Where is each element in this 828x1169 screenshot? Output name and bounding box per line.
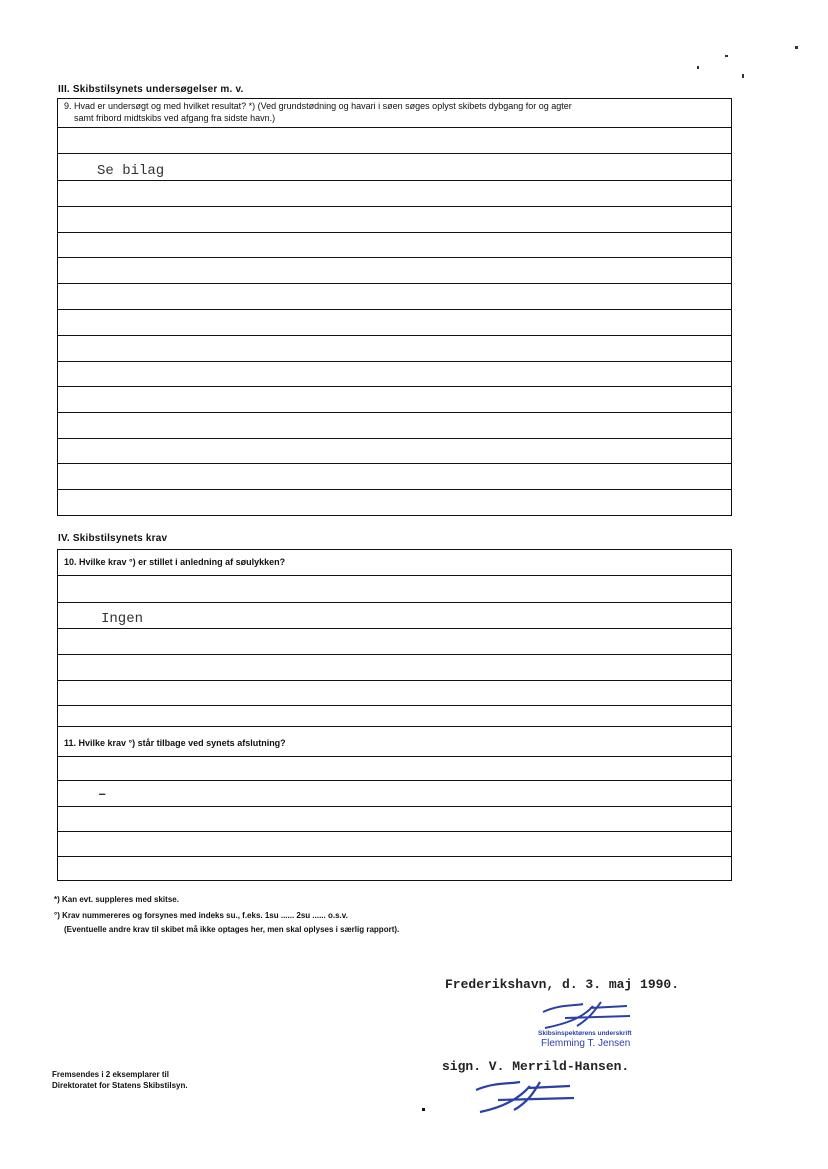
- ruled-line: [57, 361, 732, 362]
- ruled-line: [57, 856, 732, 857]
- question-10-text: 10. Hvilke krav °) er stillet i anledning af søulykken?: [64, 557, 286, 567]
- forwarding-line-1: Fremsendes i 2 eksemplarer til: [52, 1070, 169, 1079]
- stamp-name: Flemming T. Jensen: [541, 1038, 631, 1049]
- ruled-line: [57, 153, 732, 154]
- ruled-line: [57, 489, 732, 490]
- ruled-line: [57, 680, 732, 681]
- handwritten-signature-2: [470, 1078, 580, 1118]
- ruled-line: [57, 206, 732, 207]
- ruled-line: [57, 463, 732, 464]
- place-date: Frederikshavn, d. 3. maj 1990.: [445, 977, 680, 992]
- ruled-line: [57, 232, 732, 233]
- ruled-line: [57, 127, 732, 128]
- ruled-line: [57, 257, 732, 258]
- ruled-line: [57, 602, 732, 603]
- ruled-line: [57, 831, 732, 832]
- footnote-1: *) Kan evt. suppleres med skitse.: [54, 895, 179, 904]
- ruled-line: [57, 283, 732, 284]
- ruled-line: [57, 180, 732, 181]
- ruled-line: [57, 412, 732, 413]
- ruled-line: [57, 726, 732, 727]
- ruled-line: [57, 654, 732, 655]
- section-iv-heading: IV. Skibstilsynets krav: [58, 533, 168, 544]
- footnote-2: °) Krav nummereres og forsynes med indeks su., f.eks. 1su ...... 2su ...... o.s.v.: [54, 911, 348, 920]
- footnote-3: (Eventuelle andre krav til skibet må ikke optages her, men skal oplyses i særlig rapport).: [64, 925, 400, 934]
- handwritten-signature: [535, 998, 635, 1034]
- question-9-text: 9. Hvad er undersøgt og med hvilket resultat? *) (Ved grundstødning og havari i søen søges oplyst skibets dybgang for og agter: [64, 101, 572, 111]
- ruled-line: [57, 780, 732, 781]
- ruled-line: [57, 386, 732, 387]
- ruled-line: [57, 756, 732, 757]
- scan-speck: [422, 1108, 425, 1111]
- question-11-text: 11. Hvilke krav °) står tilbage ved synets afslutning?: [64, 738, 286, 748]
- scan-speck: [697, 66, 699, 69]
- scan-speck: [795, 46, 798, 49]
- stamp-caption: Skibsinspektørens underskrift: [538, 1030, 632, 1037]
- section-iii-heading: III. Skibstilsynets undersøgelser m. v.: [58, 84, 244, 95]
- answer-9-typed: Se bilag: [97, 163, 165, 179]
- ruled-line: [57, 705, 732, 706]
- ruled-line: [57, 335, 732, 336]
- scan-speck: [742, 74, 744, 78]
- ruled-line: [57, 309, 732, 310]
- ruled-line: [57, 806, 732, 807]
- question-9-text-cont: samt fribord midtskibs ved afgang fra sidste havn.): [74, 113, 276, 123]
- ruled-line: [57, 575, 732, 576]
- scan-speck: [725, 55, 728, 57]
- answer-10-typed: Ingen: [101, 611, 144, 627]
- ruled-line: [57, 628, 732, 629]
- ruled-line: [57, 438, 732, 439]
- forwarding-line-2: Direktoratet for Statens Skibstilsyn.: [52, 1081, 188, 1090]
- signed-by: sign. V. Merrild-Hansen.: [442, 1059, 630, 1074]
- answer-11-typed: –: [98, 787, 107, 803]
- section-iii-box: [57, 98, 732, 516]
